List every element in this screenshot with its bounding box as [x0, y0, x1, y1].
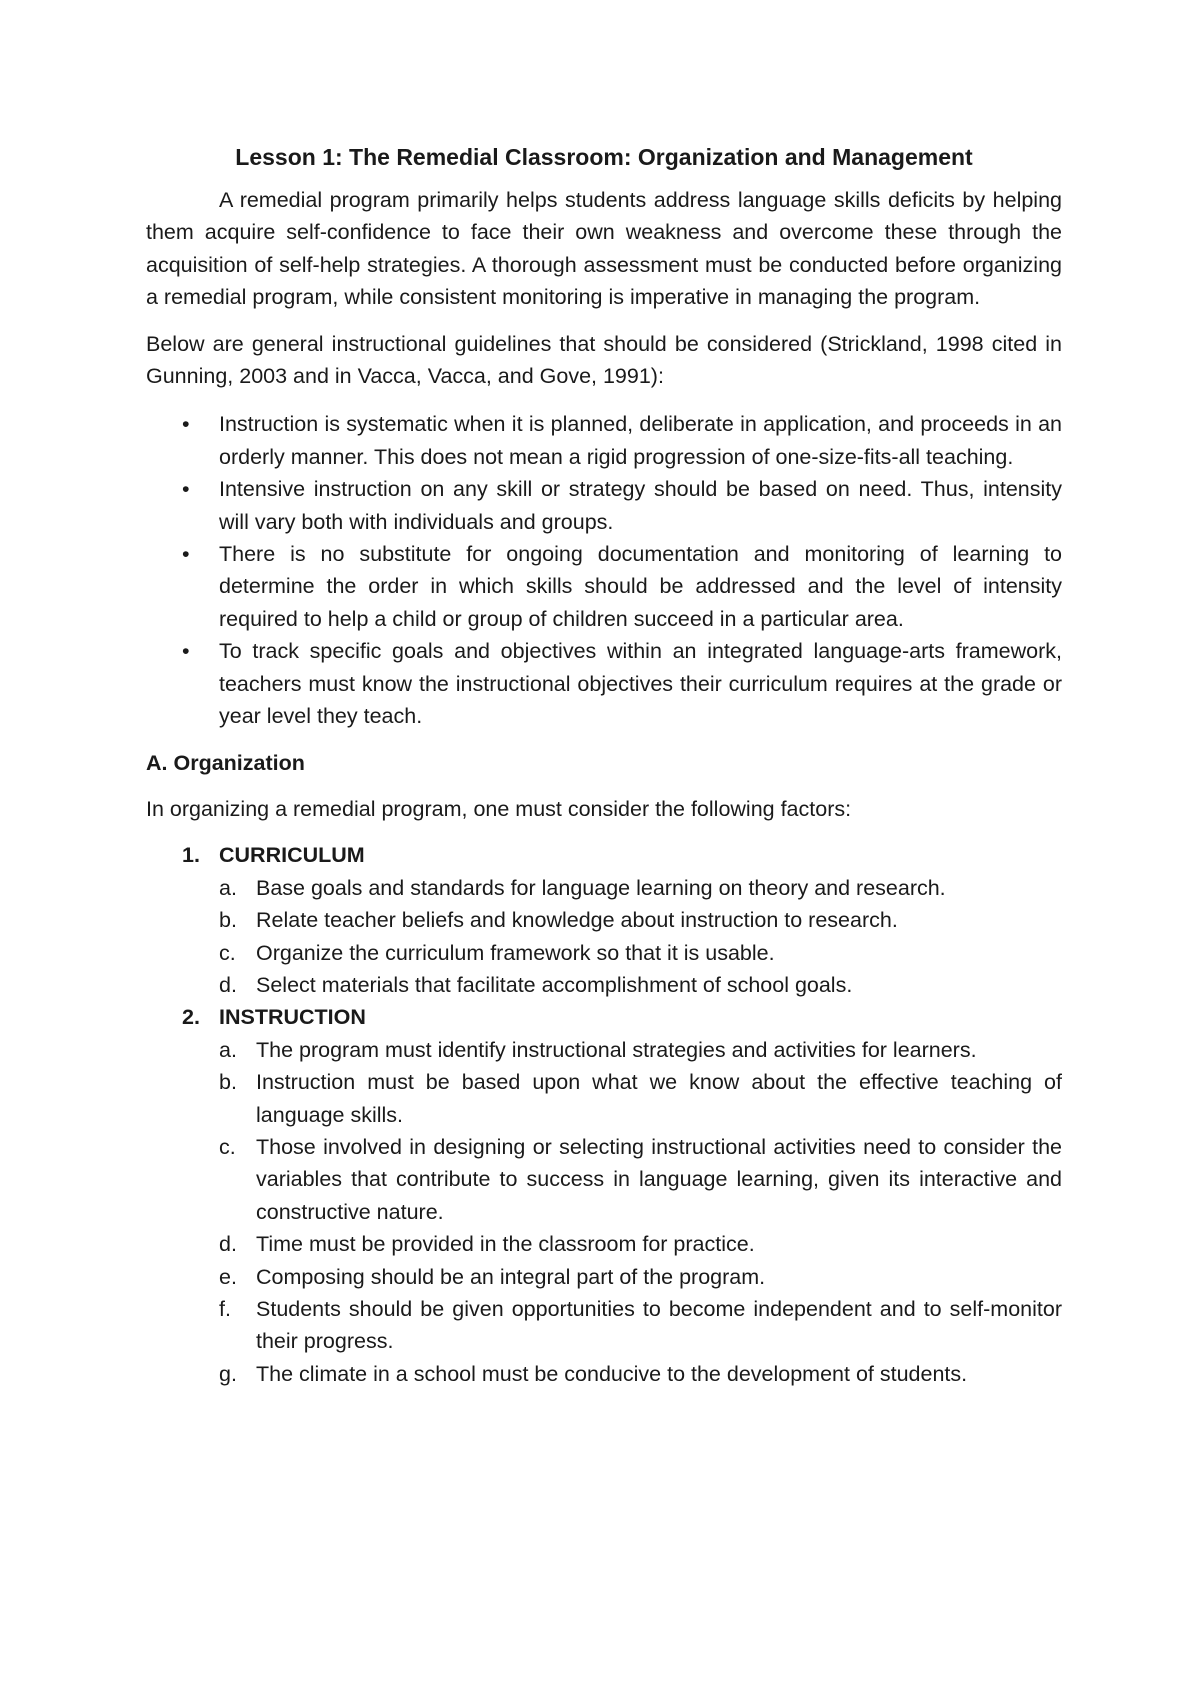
guideline-text: Instruction is systematic when it is planned, deliberate in application, and proceeds in an orderly manner. This does not mean a rigid progression of one-size-fits-all teaching.: [219, 412, 1062, 469]
document-page: [146, 140, 1062, 1390]
guideline-item: [146, 473, 1062, 538]
factor-curriculum: [146, 839, 1062, 1001]
guidelines-list: [146, 408, 1062, 732]
list-item: [146, 937, 1062, 969]
item-letter: d.: [219, 972, 237, 997]
section-heading: A. Organization: [146, 750, 305, 775]
item-text: Organize the curriculum framework so that it is usable.: [256, 940, 775, 965]
intro-paragraph: A remedial program primarily helps students address language skills deficits by helping them acquire self-confidence to face their own weakness and overcome these through the acquisition of self-help strategies. A thorough assessment must be conducted before organizing a remedial program, while consistent monitoring is imperative in managing the program.: [146, 188, 1062, 310]
list-item: [146, 1131, 1062, 1228]
bullet-icon: •: [182, 477, 190, 502]
list-item: [146, 969, 1062, 1001]
guideline-text: There is no substitute for ongoing documentation and monitoring of learning to determine the order in which skills should be addressed and the level of intensity required to help a child or group of children succeed in a particular area.: [219, 542, 1062, 631]
list-item: [146, 1261, 1062, 1293]
guideline-text: Intensive instruction on any skill or strategy should be based on need. Thus, intensity will vary both with individuals and groups.: [219, 477, 1062, 534]
item-letter: g.: [219, 1361, 237, 1386]
item-text: Those involved in designing or selecting instructional activities need to consider the variables that contribute to success in language learning, given its interactive and constructive nature.: [256, 1134, 1062, 1224]
factor-items: [146, 1034, 1062, 1390]
page-title: Lesson 1: The Remedial Classroom: Organization and Management: [235, 144, 973, 170]
item-text: Students should be given opportunities to become independent and to self-monitor their progress.: [256, 1297, 1062, 1354]
item-letter: c.: [219, 1134, 236, 1159]
item-text: Base goals and standards for language learning on theory and research.: [256, 875, 946, 900]
item-letter: c.: [219, 940, 236, 965]
factor-number: 2.: [182, 1005, 200, 1030]
list-item: [146, 1034, 1062, 1066]
item-letter: f.: [219, 1297, 231, 1321]
list-item: [146, 1228, 1062, 1260]
factor-number: 1.: [182, 843, 200, 868]
list-item: [146, 1066, 1062, 1131]
bullet-icon: •: [182, 639, 190, 664]
list-item: [146, 1358, 1062, 1390]
item-letter: a.: [219, 1037, 237, 1062]
guideline-item: [146, 635, 1062, 732]
factor-instruction: [146, 1001, 1062, 1390]
factor-heading: [146, 1001, 1062, 1033]
factor-name: CURRICULUM: [219, 843, 365, 868]
item-letter: d.: [219, 1232, 237, 1257]
guideline-text: To track specific goals and objectives within an integrated language-arts framework, teachers must know the instructional objectives their curriculum requires at the grade or year level they teach.: [219, 639, 1062, 729]
item-text: Instruction must be based upon what we know about the effective teaching of language skills.: [256, 1070, 1062, 1127]
guideline-item: [146, 538, 1062, 635]
bullet-icon: •: [182, 412, 190, 437]
item-letter: a.: [219, 875, 237, 900]
item-text: Select materials that facilitate accomplishment of school goals.: [256, 972, 853, 997]
guideline-item: [146, 408, 1062, 473]
list-item: [146, 872, 1062, 904]
item-text: Composing should be an integral part of the program.: [256, 1264, 766, 1289]
bullet-icon: •: [182, 542, 190, 567]
factor-heading: [146, 839, 1062, 871]
list-item: [146, 1293, 1062, 1358]
item-text: Time must be provided in the classroom for practice.: [256, 1232, 755, 1257]
item-letter: b.: [219, 1070, 237, 1095]
factor-items: [146, 872, 1062, 1002]
item-text: The climate in a school must be conducive to the development of students.: [256, 1361, 968, 1386]
guidelines-intro: Below are general instructional guidelines that should be considered (Strickland, 1998 cited in Gunning, 2003 and in Vacca, Vacca, and Gove, 1991):: [146, 331, 1062, 389]
factor-name: INSTRUCTION: [219, 1005, 366, 1030]
list-item: [146, 904, 1062, 936]
item-text: The program must identify instructional strategies and activities for learners.: [256, 1037, 977, 1062]
item-letter: b.: [219, 908, 237, 933]
section-intro: In organizing a remedial program, one must consider the following factors:: [146, 796, 852, 821]
item-text: Relate teacher beliefs and knowledge about instruction to research.: [256, 908, 898, 933]
item-letter: e.: [219, 1264, 237, 1289]
